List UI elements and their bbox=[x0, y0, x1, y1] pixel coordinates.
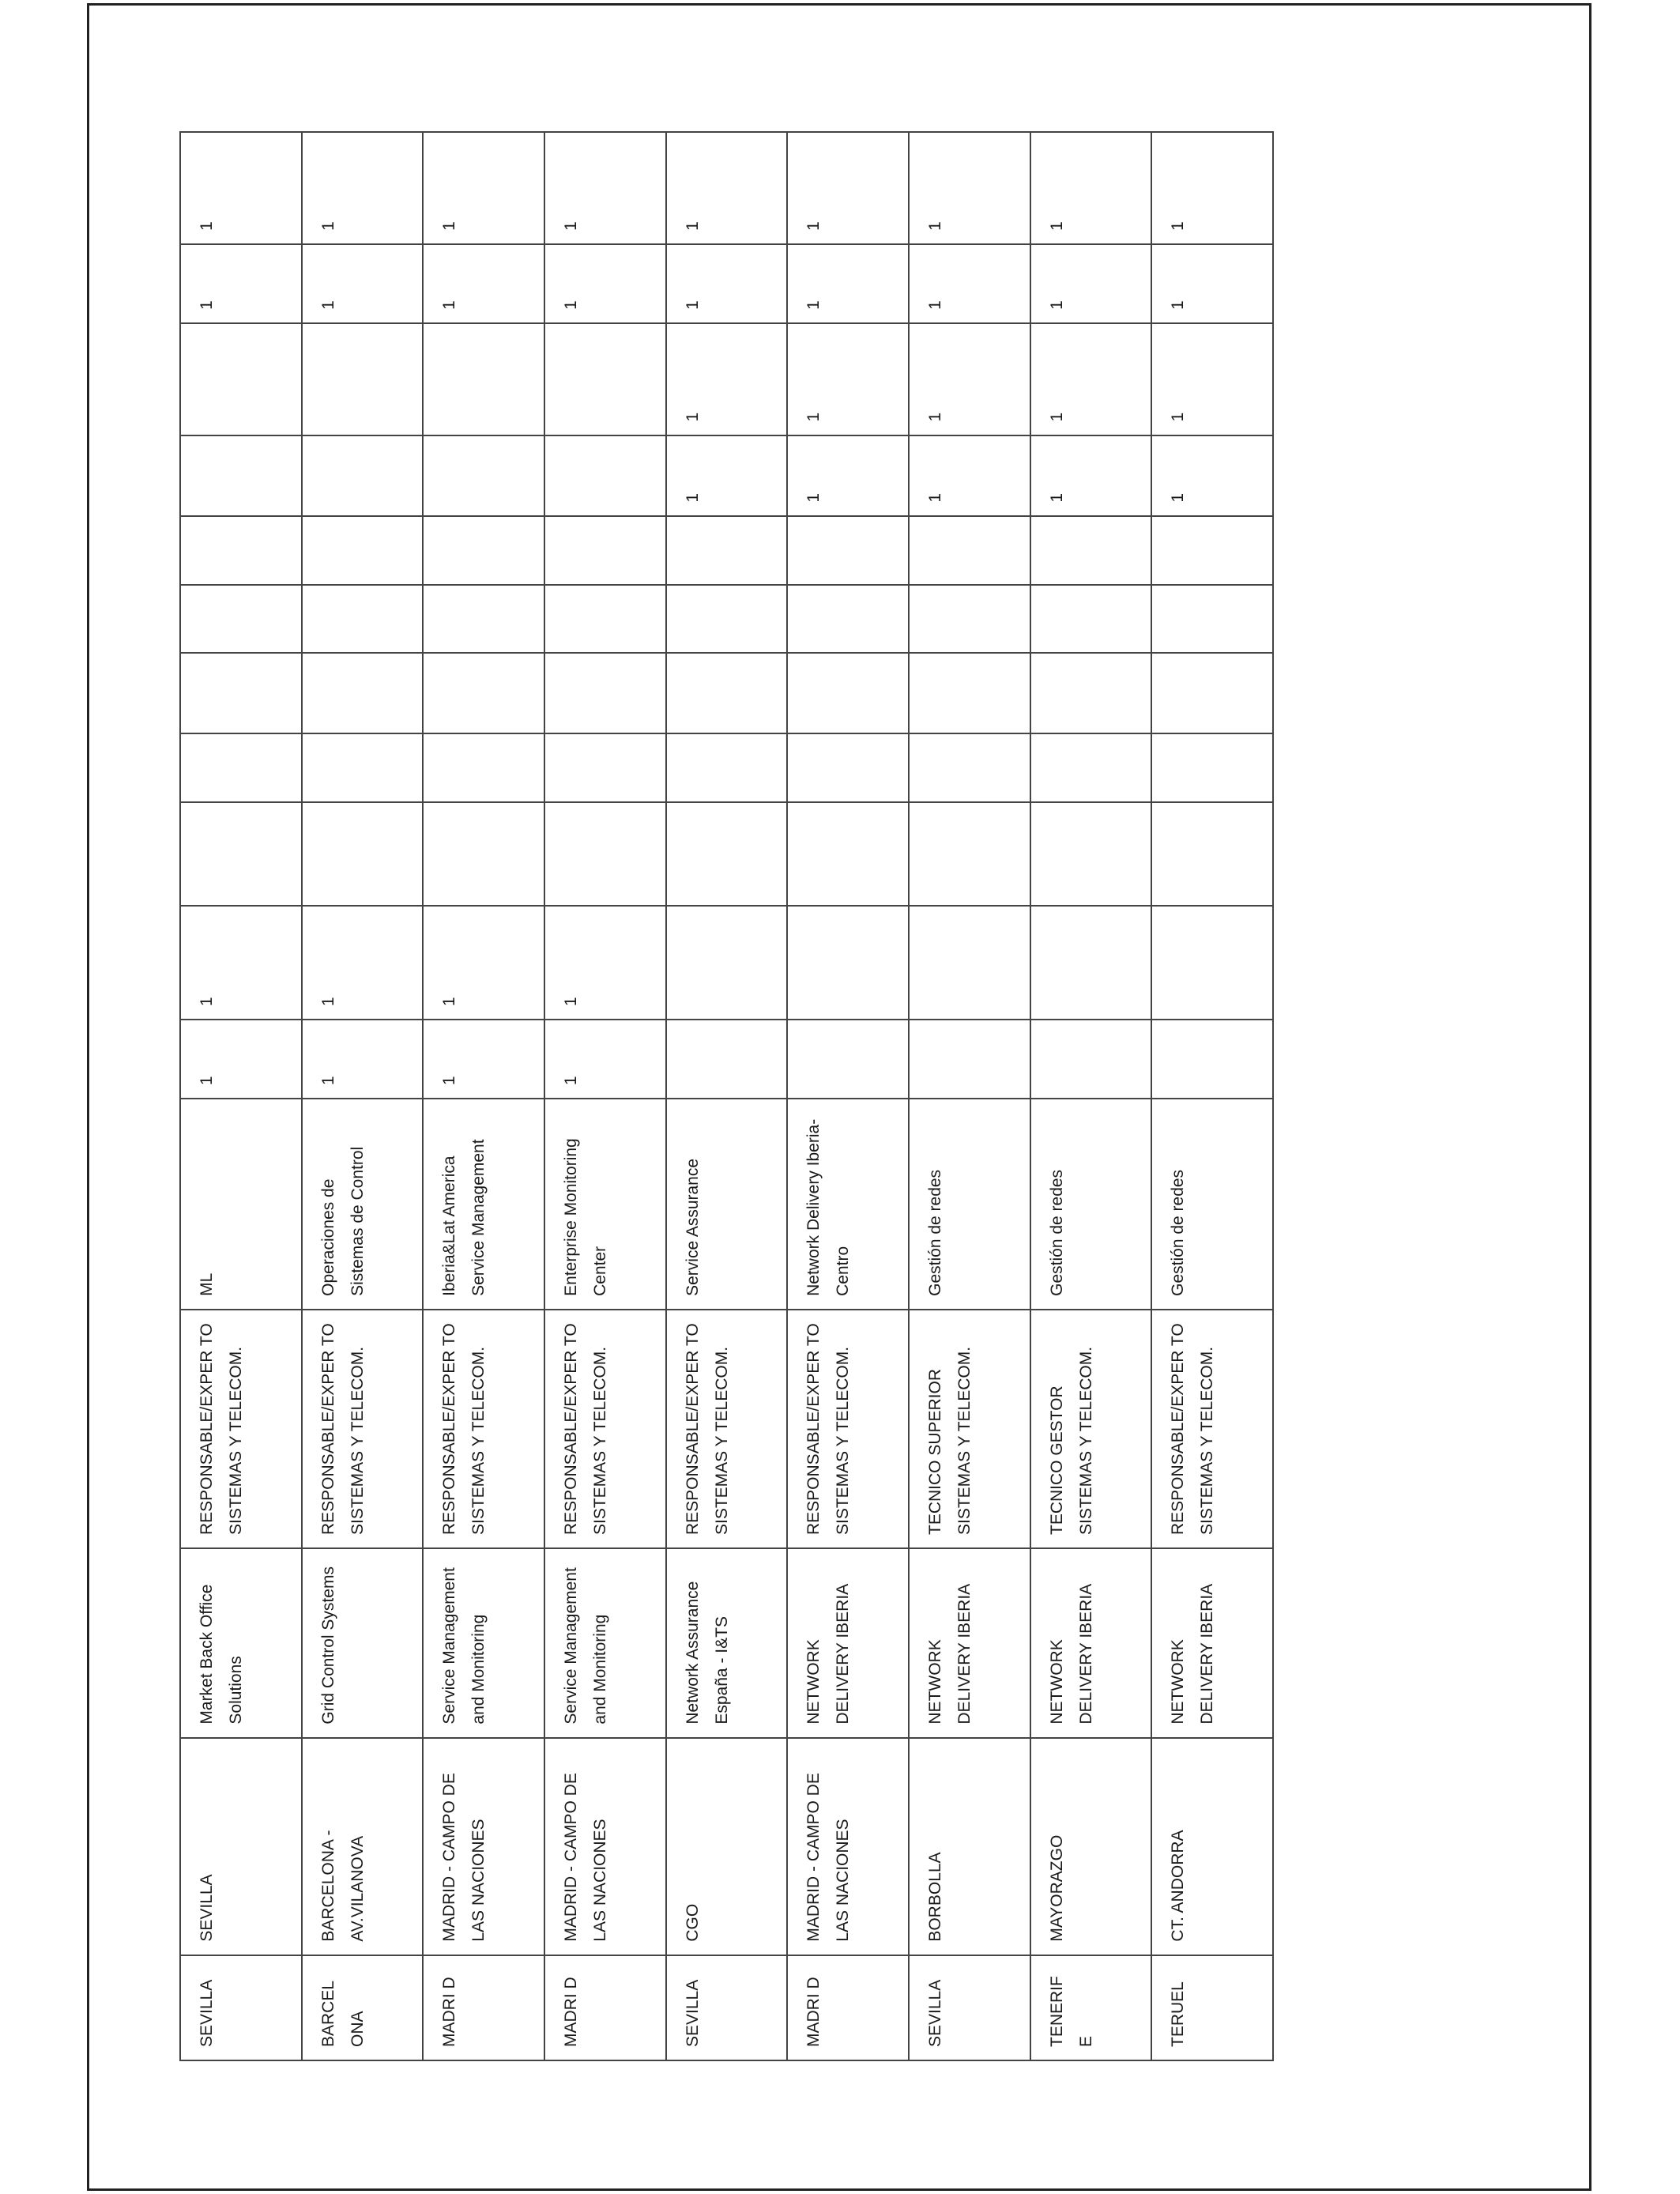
value-cell-11: 1 bbox=[1030, 132, 1152, 244]
value-cell-4 bbox=[1151, 733, 1273, 803]
value-cell-8: 1 bbox=[909, 435, 1030, 516]
position-cell: RESPONSABLE/EXPER TO SISTEMAS Y TELECOM. bbox=[302, 1310, 424, 1548]
site-cell: BORBOLLA bbox=[909, 1738, 1030, 1955]
value-cell-10: 1 bbox=[423, 244, 544, 323]
city-cell: SEVILLA bbox=[666, 1955, 788, 2060]
value-cell-9: 1 bbox=[1151, 323, 1273, 435]
value-cell-5 bbox=[180, 653, 302, 733]
table-row bbox=[302, 132, 424, 2060]
value-cell-7 bbox=[302, 516, 424, 586]
value-cell-1: 1 bbox=[544, 1020, 666, 1099]
value-cell-9: 1 bbox=[1030, 323, 1152, 435]
table-row bbox=[544, 132, 666, 2060]
value-cell-1 bbox=[787, 1020, 909, 1099]
position-cell: TECNICO SUPERIOR SISTEMAS Y TELECOM. bbox=[909, 1310, 1030, 1548]
value-cell-8 bbox=[423, 435, 544, 516]
value-cell-2: 1 bbox=[544, 906, 666, 1020]
department-cell: NETWORK DELIVERY IBERIA bbox=[909, 1548, 1030, 1738]
value-cell-1 bbox=[1030, 1020, 1152, 1099]
value-cell-10: 1 bbox=[302, 244, 424, 323]
value-cell-10: 1 bbox=[666, 244, 788, 323]
value-cell-3 bbox=[909, 802, 1030, 906]
value-cell-10: 1 bbox=[544, 244, 666, 323]
site-cell: BARCELONA - AV.VILANOVA bbox=[302, 1738, 424, 1955]
value-cell-4 bbox=[666, 733, 788, 803]
value-cell-10: 1 bbox=[909, 244, 1030, 323]
value-cell-7 bbox=[909, 516, 1030, 586]
site-cell: MAYORAZGO bbox=[1030, 1738, 1152, 1955]
value-cell-4 bbox=[544, 733, 666, 803]
value-cell-4 bbox=[423, 733, 544, 803]
value-cell-1 bbox=[909, 1020, 1030, 1099]
table-row bbox=[1151, 132, 1273, 2060]
department-cell: NETWORK DELIVERY IBERIA bbox=[787, 1548, 909, 1738]
value-cell-2 bbox=[909, 906, 1030, 1020]
value-cell-6 bbox=[909, 585, 1030, 652]
value-cell-1: 1 bbox=[302, 1020, 424, 1099]
value-cell-3 bbox=[1151, 802, 1273, 906]
table-row bbox=[787, 132, 909, 2060]
value-cell-4 bbox=[909, 733, 1030, 803]
site-cell: CT. ANDORRA bbox=[1151, 1738, 1273, 1955]
table-row bbox=[666, 132, 788, 2060]
value-cell-10: 1 bbox=[787, 244, 909, 323]
city-cell: BARCEL ONA bbox=[302, 1955, 424, 2060]
city-cell: TENERIF E bbox=[1030, 1955, 1152, 2060]
value-cell-3 bbox=[787, 802, 909, 906]
value-cell-8 bbox=[302, 435, 424, 516]
value-cell-11: 1 bbox=[423, 132, 544, 244]
value-cell-4 bbox=[180, 733, 302, 803]
value-cell-5 bbox=[787, 653, 909, 733]
value-cell-10: 1 bbox=[1151, 244, 1273, 323]
value-cell-4 bbox=[787, 733, 909, 803]
value-cell-1: 1 bbox=[180, 1020, 302, 1099]
value-cell-2: 1 bbox=[423, 906, 544, 1020]
value-cell-6 bbox=[302, 585, 424, 652]
site-cell: MADRID - CAMPO DE LAS NACIONES bbox=[787, 1738, 909, 1955]
value-cell-7 bbox=[423, 516, 544, 586]
value-cell-11: 1 bbox=[544, 132, 666, 244]
value-cell-6 bbox=[180, 585, 302, 652]
value-cell-3 bbox=[1030, 802, 1152, 906]
area-cell: Service Assurance bbox=[666, 1099, 788, 1310]
table-row bbox=[423, 132, 544, 2060]
site-cell: MADRID - CAMPO DE LAS NACIONES bbox=[544, 1738, 666, 1955]
value-cell-4 bbox=[302, 733, 424, 803]
value-cell-6 bbox=[544, 585, 666, 652]
value-cell-9: 1 bbox=[909, 323, 1030, 435]
value-cell-11: 1 bbox=[909, 132, 1030, 244]
city-cell: MADRI D bbox=[787, 1955, 909, 2060]
value-cell-3 bbox=[544, 802, 666, 906]
value-cell-3 bbox=[423, 802, 544, 906]
value-cell-2 bbox=[1030, 906, 1152, 1020]
department-cell: Market Back Office Solutions bbox=[180, 1548, 302, 1738]
value-cell-7 bbox=[544, 516, 666, 586]
table-row bbox=[1030, 132, 1152, 2060]
value-cell-11: 1 bbox=[180, 132, 302, 244]
value-cell-3 bbox=[180, 802, 302, 906]
value-cell-2 bbox=[1151, 906, 1273, 1020]
value-cell-9: 1 bbox=[787, 323, 909, 435]
area-cell: Enterprise Monitoring Center bbox=[544, 1099, 666, 1310]
value-cell-6 bbox=[423, 585, 544, 652]
value-cell-7 bbox=[180, 516, 302, 586]
city-cell: MADRI D bbox=[423, 1955, 544, 2060]
value-cell-2 bbox=[787, 906, 909, 1020]
value-cell-7 bbox=[1151, 516, 1273, 586]
area-cell: Iberia&Lat America Service Management bbox=[423, 1099, 544, 1310]
value-cell-6 bbox=[1030, 585, 1152, 652]
value-cell-8: 1 bbox=[787, 435, 909, 516]
value-cell-9 bbox=[180, 323, 302, 435]
value-cell-11: 1 bbox=[787, 132, 909, 244]
value-cell-9 bbox=[423, 323, 544, 435]
value-cell-1: 1 bbox=[423, 1020, 544, 1099]
value-cell-1 bbox=[1151, 1020, 1273, 1099]
table-row bbox=[180, 132, 302, 2060]
city-cell: SEVILLA bbox=[180, 1955, 302, 2060]
value-cell-10: 1 bbox=[1030, 244, 1152, 323]
position-cell: TECNICO GESTOR SISTEMAS Y TELECOM. bbox=[1030, 1310, 1152, 1548]
value-cell-8: 1 bbox=[666, 435, 788, 516]
value-cell-5 bbox=[302, 653, 424, 733]
rotated-table-container bbox=[179, 131, 1274, 2061]
positions-table bbox=[179, 131, 1274, 2061]
site-cell: CGO bbox=[666, 1738, 788, 1955]
department-cell: NETWORK DELIVERY IBERIA bbox=[1030, 1548, 1152, 1738]
area-cell: Gestión de redes bbox=[909, 1099, 1030, 1310]
position-cell: RESPONSABLE/EXPER TO SISTEMAS Y TELECOM. bbox=[787, 1310, 909, 1548]
value-cell-10: 1 bbox=[180, 244, 302, 323]
position-cell: RESPONSABLE/EXPER TO SISTEMAS Y TELECOM. bbox=[666, 1310, 788, 1548]
value-cell-9 bbox=[544, 323, 666, 435]
position-cell: RESPONSABLE/EXPER TO SISTEMAS Y TELECOM. bbox=[180, 1310, 302, 1548]
department-cell: NETWORK DELIVERY IBERIA bbox=[1151, 1548, 1273, 1738]
value-cell-6 bbox=[1151, 585, 1273, 652]
value-cell-7 bbox=[1030, 516, 1152, 586]
value-cell-6 bbox=[787, 585, 909, 652]
value-cell-5 bbox=[909, 653, 1030, 733]
area-cell: ML bbox=[180, 1099, 302, 1310]
position-cell: RESPONSABLE/EXPER TO SISTEMAS Y TELECOM. bbox=[1151, 1310, 1273, 1548]
table-row bbox=[909, 132, 1030, 2060]
city-cell: SEVILLA bbox=[909, 1955, 1030, 2060]
site-cell: SEVILLA bbox=[180, 1738, 302, 1955]
value-cell-6 bbox=[666, 585, 788, 652]
value-cell-7 bbox=[666, 516, 788, 586]
value-cell-3 bbox=[666, 802, 788, 906]
position-cell: RESPONSABLE/EXPER TO SISTEMAS Y TELECOM. bbox=[423, 1310, 544, 1548]
value-cell-4 bbox=[1030, 733, 1152, 803]
value-cell-5 bbox=[1151, 653, 1273, 733]
value-cell-5 bbox=[423, 653, 544, 733]
value-cell-8 bbox=[544, 435, 666, 516]
value-cell-2: 1 bbox=[302, 906, 424, 1020]
value-cell-2: 1 bbox=[180, 906, 302, 1020]
value-cell-8: 1 bbox=[1151, 435, 1273, 516]
value-cell-9: 1 bbox=[666, 323, 788, 435]
area-cell: Network Delivery Iberia-Centro bbox=[787, 1099, 909, 1310]
department-cell: Grid Control Systems bbox=[302, 1548, 424, 1738]
value-cell-5 bbox=[544, 653, 666, 733]
value-cell-2 bbox=[666, 906, 788, 1020]
value-cell-5 bbox=[1030, 653, 1152, 733]
department-cell: Network Assurance España - I&TS bbox=[666, 1548, 788, 1738]
value-cell-5 bbox=[666, 653, 788, 733]
value-cell-3 bbox=[302, 802, 424, 906]
city-cell: MADRI D bbox=[544, 1955, 666, 2060]
value-cell-7 bbox=[787, 516, 909, 586]
area-cell: Gestión de redes bbox=[1151, 1099, 1273, 1310]
value-cell-11: 1 bbox=[666, 132, 788, 244]
city-cell: TERUEL bbox=[1151, 1955, 1273, 2060]
area-cell: Operaciones de Sistemas de Control bbox=[302, 1099, 424, 1310]
site-cell: MADRID - CAMPO DE LAS NACIONES bbox=[423, 1738, 544, 1955]
value-cell-9 bbox=[302, 323, 424, 435]
value-cell-8 bbox=[180, 435, 302, 516]
department-cell: Service Management and Monitoring bbox=[544, 1548, 666, 1738]
value-cell-1 bbox=[666, 1020, 788, 1099]
department-cell: Service Management and Monitoring bbox=[423, 1548, 544, 1738]
area-cell: Gestión de redes bbox=[1030, 1099, 1152, 1310]
value-cell-11: 1 bbox=[1151, 132, 1273, 244]
value-cell-8: 1 bbox=[1030, 435, 1152, 516]
value-cell-11: 1 bbox=[302, 132, 424, 244]
position-cell: RESPONSABLE/EXPER TO SISTEMAS Y TELECOM. bbox=[544, 1310, 666, 1548]
